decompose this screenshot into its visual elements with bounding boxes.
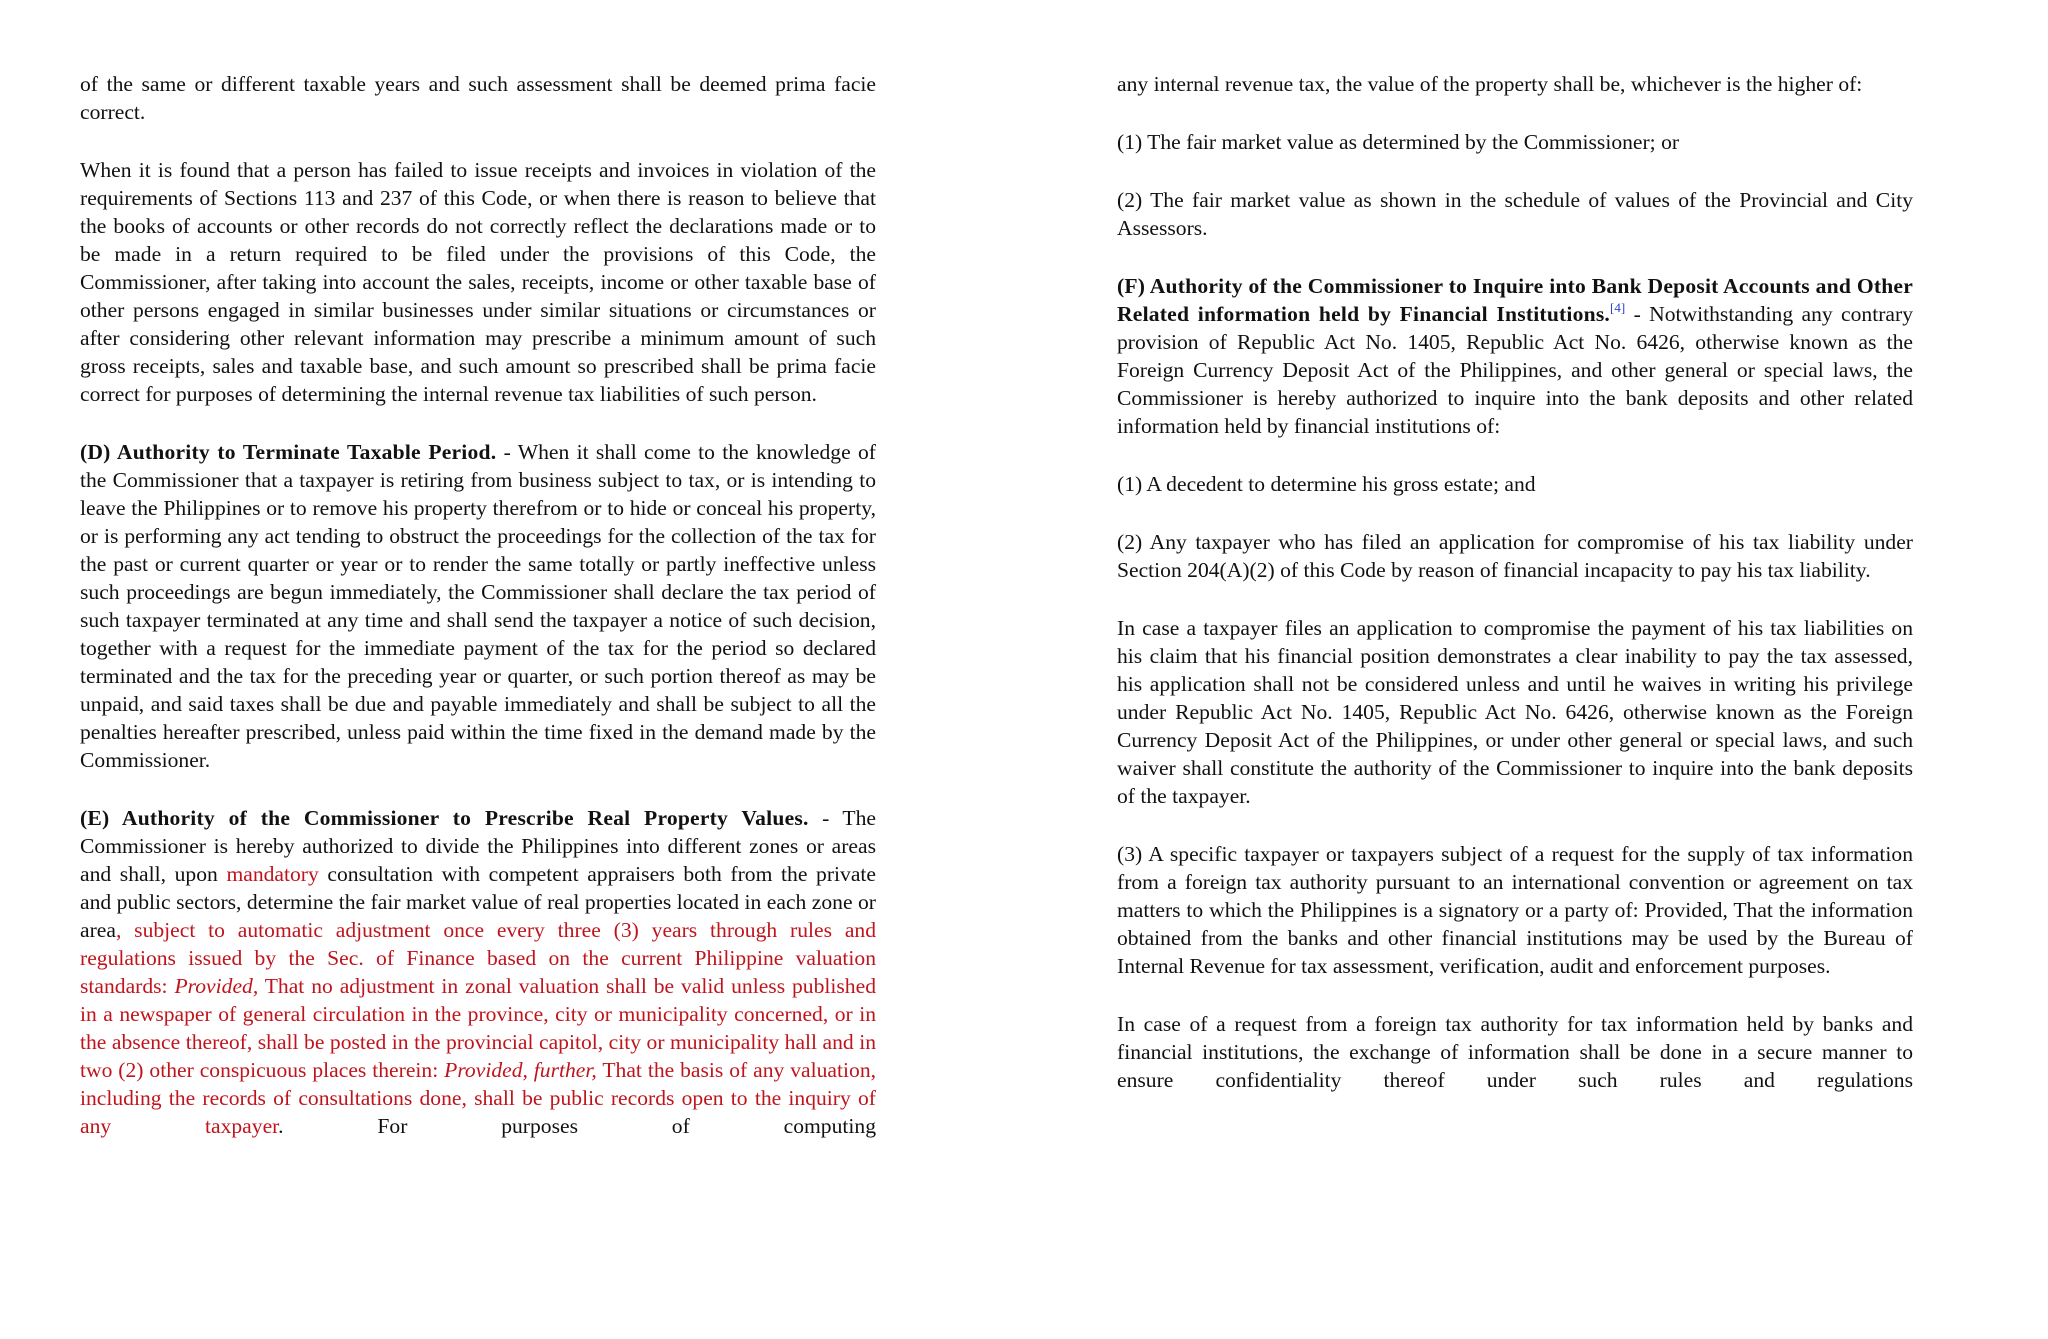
section-e bbox=[80, 804, 876, 1140]
section-f-heading: (F) Authority of the Commissioner to Inquire into Bank Deposit Accounts and Other Related information held by Financial Institutions. bbox=[1117, 274, 1913, 326]
right-text-column bbox=[1117, 70, 1913, 1124]
section-e-heading: (E) Authority of the Commissioner to Prescribe Real Property Values. bbox=[80, 806, 809, 830]
paragraph-compromise: In case a taxpayer files an application to compromise the payment of his tax liabilities on his claim that his financial position demonstrates a clear inability to pay the tax assessed, his application shall not be considered unless and until he waives in writing his privilege under Republic Act No. 1405, Republic Act No. 6426, otherwise known as the Foreign Currency Deposit Act of the Philippines, or under other general or special laws, and such waiver shall constitute the authority of the Commissioner to inquire into the bank deposits of the taxpayer. bbox=[1117, 616, 1913, 808]
amendment-text: mandatory bbox=[226, 862, 319, 886]
amendment-proviso: Provided, further, bbox=[444, 1058, 597, 1082]
paragraph-item-1-decedent: (1) A decedent to determine his gross estate; and bbox=[1117, 472, 1536, 496]
section-f bbox=[1117, 272, 1913, 440]
section-d bbox=[80, 438, 876, 774]
left-text-column bbox=[80, 70, 876, 1170]
paragraph-exchange: In case of a request from a foreign tax authority for tax information held by banks and financial institutions, the exchange of information shall be done in a secure manner to ensure confidentiality thereof under such rules and regulations bbox=[1117, 1012, 1913, 1092]
amendment-text: , subject to automatic adjustment once every three (3) years through rules and regulations issued by the Sec. of Finance based on the current Philippine valuation standards: bbox=[80, 918, 876, 998]
section-e-body: - The Commissioner is hereby authorized to divide the Philippines into different zones or areas and shall, upon bbox=[80, 806, 877, 886]
paragraph-item-2: (2) The fair market value as shown in the schedule of values of the Provincial and City Assessors. bbox=[1117, 188, 1913, 240]
amendment-text: That no adjustment in zonal valuation shall be valid unless published in a newspaper of general circulation in the province, city or municipality concerned, or in the absence thereof, shall be posted in the provincial capitol, city or municipality hall and in two (2) other conspicuous places therein: bbox=[80, 974, 876, 1082]
section-d-heading: (D) Authority to Terminate Taxable Period. bbox=[80, 440, 497, 464]
section-d-body: - When it shall come to the knowledge of the Commissioner that a taxpayer is retiring from business subject to tax, or is intending to leave the Philippines or to remove his property therefrom or to hide or conceal his property, or is performing any act tending to obstruct the proceedings for the collection of the tax for the past or current quarter or year or to render the same totally or partly ineffective unless such proceedings are begun immediately, the Commissioner shall declare the tax period of such taxpayer terminated at any time and shall send the taxpayer a notice of such decision, together with a request for the immediate payment of the tax for the period so declared terminated and the tax for the preceding year or quarter, or such portion thereof as may be unpaid, and said taxes shall be due and payable immediately and shall be subject to all the penalties hereafter prescribed, unless paid within the time fixed in the demand made by the Commissioner. bbox=[80, 440, 876, 772]
paragraph-continuation: of the same or different taxable years and such assessment shall be deemed prima facie correct. bbox=[80, 72, 876, 124]
paragraph-item-3: (3) A specific taxpayer or taxpayers subject of a request for the supply of tax information from a foreign tax authority pursuant to an international convention or agreement on tax matters to which the Philippines is a signatory or a party of: Provided, That the information obtained from the banks and other financial institutions may be used by the Bureau of Internal Revenue for tax assessment, verification, audit and enforcement purposes. bbox=[1117, 842, 1913, 978]
amendment-proviso: Provided, bbox=[174, 974, 259, 998]
paragraph-item-1: (1) The fair market value as determined by the Commissioner; or bbox=[1117, 130, 1680, 154]
section-e-body: . For purposes of computing bbox=[278, 1114, 876, 1138]
section-f-body: - Notwithstanding any contrary provision of Republic Act No. 1405, Republic Act No. 6426, otherwise known as the Foreign Currency Deposit Act of the Philippines, and other general or special laws, the Commissioner is hereby authorized to inquire into the bank deposits and other related information held by financial institutions of: bbox=[1117, 302, 1913, 438]
paragraph-minimum-receipts: When it is found that a person has failed to issue receipts and invoices in violation of the requirements of Sections 113 and 237 of this Code, or when there is reason to believe that the books of accounts or other records do not correctly reflect the declarations made or to be made in a return required to be filed under the provisions of this Code, the Commissioner, after taking into account the sales, receipts, income or other taxable base of other persons engaged in similar businesses under similar situations or circumstances or after considering other relevant information may prescribe a minimum amount of such gross receipts, sales and taxable base, and such amount so prescribed shall be prima facie correct for purposes of determining the internal revenue tax liabilities of such person. bbox=[80, 158, 876, 406]
right-page bbox=[1024, 0, 2048, 1339]
paragraph-item-2-taxpayer: (2) Any taxpayer who has filed an application for compromise of his tax liability under Section 204(A)(2) of this Code by reason of financial incapacity to pay his tax liability. bbox=[1117, 530, 1913, 582]
section-e-body: consultation with competent appraisers both from the private and public sectors, determine the fair market value of real properties located in each zone or area bbox=[80, 862, 876, 942]
footnote-link[interactable]: [4] bbox=[1610, 300, 1626, 315]
amendment-text: That the basis of any valuation, including the records of consultations done, shall be public records open to the inquiry of any taxpayer bbox=[80, 1058, 877, 1138]
paragraph-continuation: any internal revenue tax, the value of the property shall be, whichever is the higher of: bbox=[1117, 72, 1863, 96]
